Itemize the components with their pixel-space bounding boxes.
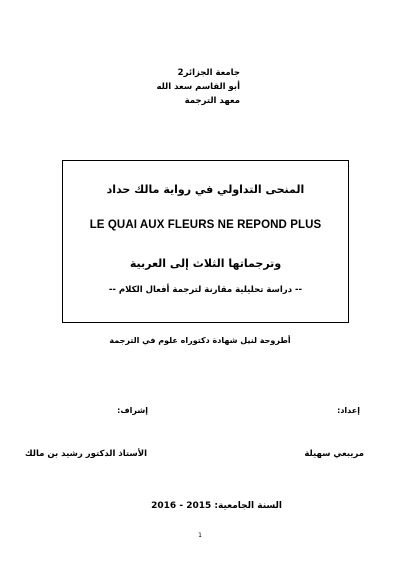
academic-year: السنة الجامعية: 2015 - 2016: [151, 501, 282, 511]
prepared-by-name: مريبعي سهيلة: [304, 449, 364, 459]
title-box: [62, 160, 349, 323]
french-title: LE QUAI AUX FLEURS NE REPOND PLUS: [89, 219, 322, 231]
university-header: [0, 66, 400, 108]
university-line: جامعة الجزائر2: [177, 68, 240, 78]
supervisor-name: الأستاذ الدكتور رشيد بن مالك: [24, 449, 147, 459]
arabic-title: المنحى التداولي في رواية مالك حداد: [106, 183, 305, 196]
arabic-subtitle: وترجماتها الثلاث إلى العربية: [129, 257, 282, 270]
prepared-by-label: إعداد:: [337, 406, 360, 415]
page-number: 1: [198, 532, 202, 539]
study-line: -- دراسة تحليلية مقارنة لترجمة أفعال الكلام --: [108, 285, 303, 295]
university-name-line: أبو القاسم سعد الله: [156, 82, 240, 92]
supervision-label: إشراف:: [117, 406, 148, 415]
institute-line: معهد الترجمة: [184, 96, 240, 106]
thesis-line: أطروحة لنيل شهادة دكتوراه علوم في الترجمة: [109, 336, 291, 345]
